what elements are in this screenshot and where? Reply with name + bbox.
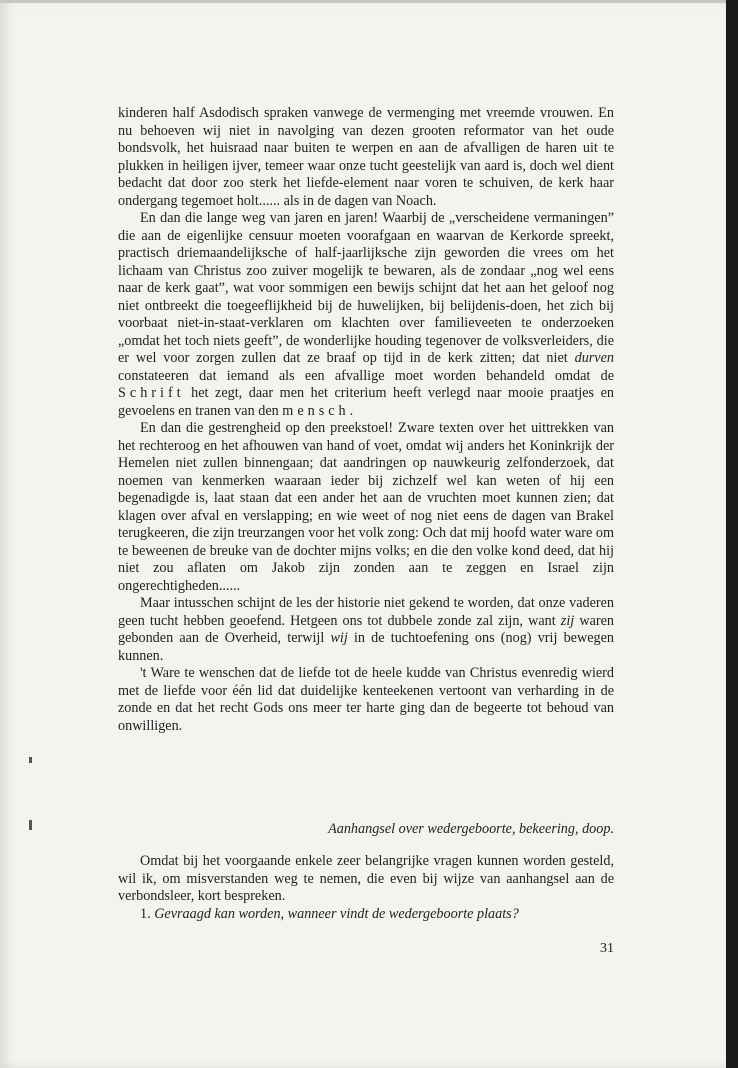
spaced-text: mensch — [282, 402, 350, 419]
section-heading: Aanhangsel over wedergeboorte, bekeering, doop. — [328, 821, 614, 837]
text-run: En dan die gestrengheid op den preekstoel! Zware texten over het uittrekken van het rechteroog en het afhouwen van hand of voet, omdat wij anders het Koninkrijk der Hemelen niet zullen binnengaan; dat aandringen op nauwkeurig zelfonderzoek, dat noemen van kenmerken waaraan ieder bij zichzelf wel kan weten of hij een begenadigde is, laat staan dat een ander het aan de vruchten moet kunnen zien; dat klagen over afval en verslapping; en wie weet of nog niet eens de dagen van Brakel terugkeeren, die zijn treurzangen voor het volk zong: Och dat mij hoofd water ware om te beweenen de breuke van de dochter mijns volks; en die den volke kond deed, dat hij niet zou aflaten om Jakob zijn zonden aan te zeggen en Israel zijn ongerechtigheden...... — [118, 420, 614, 594]
text-run: in de tuchtoefening ons (nog) vrij bewegen kunnen. — [118, 630, 614, 664]
italic-text: zij — [560, 612, 575, 629]
italic-text: durven — [574, 350, 614, 366]
text-run: constateeren dat iemand als een afvallige moet worden behandeld omdat de — [118, 367, 614, 384]
text-run: Omdat bij het voorgaande enkele zeer belangrijke vragen kunnen worden gesteld, wil ik, om misverstanden weg te nemen, die even bij wijze van aanhangsel aan de verbondsleer, kort bespreken. — [118, 853, 614, 904]
text-run: . — [349, 402, 354, 419]
paragraph — [118, 210, 614, 420]
italic-text: Gevraagd kan worden, wanneer vindt de wedergeboorte plaats? — [154, 905, 519, 922]
text-run: 't Ware te wenschen dat de liefde tot de heele kudde van Christus evenredig wierd met de liefde voor één lid dat duidelijke kenteekenen vertoont van verharding in de zonde en dat het recht Gods ons meer ter harte ging dan de begeerte tot behoud van onwilligen. — [118, 665, 614, 734]
italic-text: wij — [330, 630, 348, 646]
text-run: Maar intusschen schijnt de les der historie niet gekend te worden, dat onze vaderen geen tucht hebben geoefend. Hetgeen ons tot dubbele zonde zal zijn, want — [118, 595, 614, 629]
margin-mark — [29, 757, 32, 763]
appendix-text — [118, 853, 614, 923]
paragraph — [118, 420, 614, 595]
text-run: 1. — [140, 905, 155, 922]
text-run: het zegt, daar men het criterium heeft verlegd naar mooie praatjes en gevoelens en tranen van den — [118, 385, 614, 419]
paragraph — [118, 105, 614, 210]
paragraph — [118, 665, 614, 735]
text-run: En dan die lange weg van jaren en jaren! Waarbij de „verscheidene vermaningen” die aan de eigenlijke censuur moeten voorafgaan en waarvan de Kerkorde spreekt, practisch driemaandelijksche of half-jaarlijksche zijn geworden die vrees om het lichaam van Christus zoo zuiver mogelijk te bewaren, als de zondaar „nog wel eens naar de kerk gaat”, wat voor sommigen een bewijs schijnt dat het aan het geloof nog niet ontbreekt die toegeeflijkheid bij de huwelijken, bij belijdenis-doen, het zich bij voorbaat niet-in-staat-verklaren om klachten over familieveeten te onderzoeken „omdat het toch niets geeft”, de wonderlijke houding tegenover de volksverleiders, die er wel voor zorgen zullen dat ze braaf op tijd in de kerk zitten; dat niet — [118, 210, 614, 366]
spaced-text: Schrift — [118, 385, 185, 401]
paragraph — [118, 906, 614, 924]
body-text — [118, 105, 614, 735]
page-number: 31 — [600, 941, 614, 956]
page-top-edge — [0, 0, 726, 3]
text-run: kinderen half Asdodisch spraken vanwege de vermenging met vreemde vrouwen. En nu behoeven wij niet in navolging van dezen grooten reformator van het oude bondsvolk, het huisraad naar buiten te werpen en aan de afvalligen de haren uit te plukken in heiligen ijver, temeer waar onze tucht geestelijk van aard is, doch wel dient bedacht dat door zoo sterk het liefde-element naar voren te schuiven, de kerk haar ondergang tegemoet holt...... als in de dagen van Noach. — [118, 105, 614, 209]
margin-mark — [29, 820, 32, 830]
text-run: waren gebonden aan de Overheid, terwijl — [118, 612, 614, 646]
paragraph — [118, 853, 614, 906]
paragraph — [118, 595, 614, 665]
